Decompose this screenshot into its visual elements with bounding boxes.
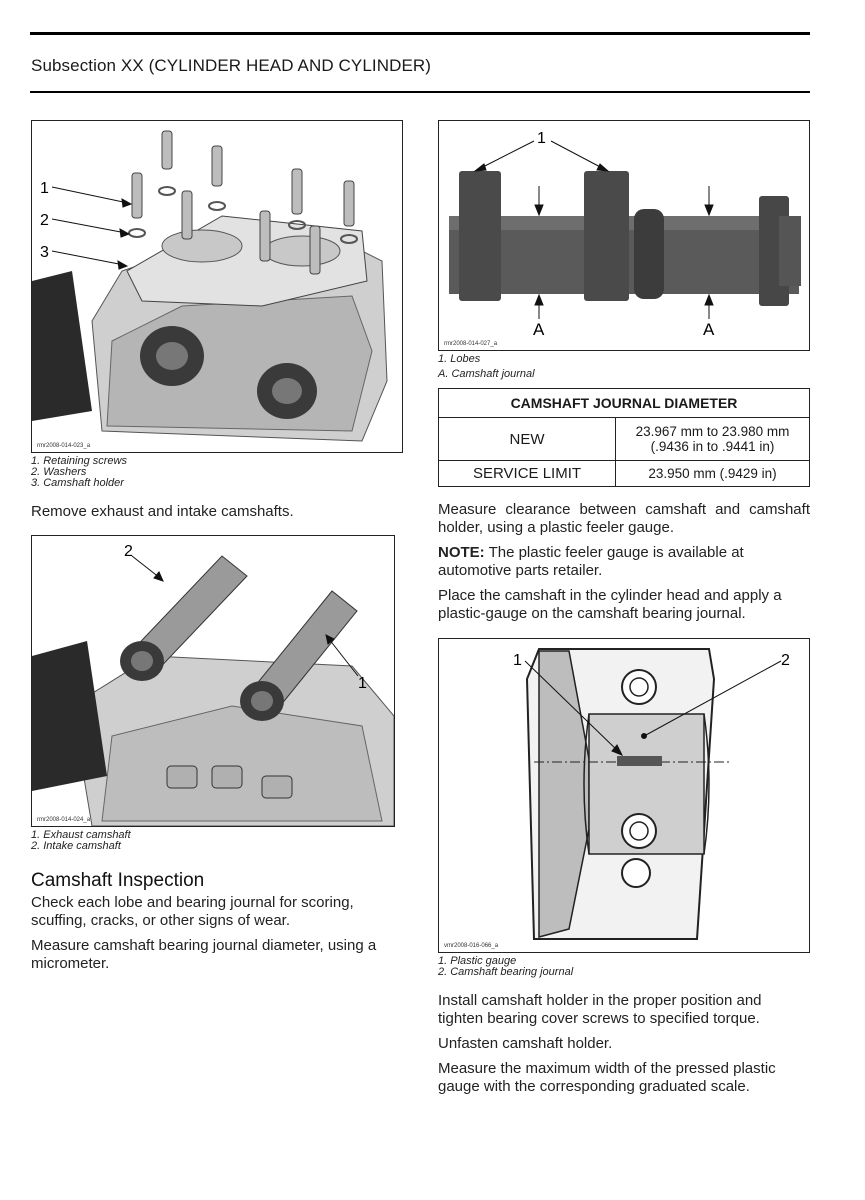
callout-2: 2: [781, 652, 790, 669]
right-column: [438, 120, 810, 1096]
paragraph-remove-camshafts: Remove exhaust and intake camshafts.: [31, 503, 294, 520]
table-title: CAMSHAFT JOURNAL DIAMETER: [439, 389, 810, 418]
table-row: [439, 418, 810, 461]
row-label: NEW: [439, 418, 616, 461]
caption-line: 3. Camshaft holder: [31, 477, 124, 489]
header-top-rule: [30, 32, 810, 35]
plastic-gauge-illustration: [439, 639, 809, 952]
paragraph-unfasten-holder: Unfasten camshaft holder.: [438, 1035, 613, 1052]
camshaft-journal-diameter-table: [438, 388, 810, 487]
paragraph-install-holder: Install camshaft holder in the proper position and tighten bearing cover screws to specified torque.: [438, 992, 762, 1027]
figure-camshaft-lobes: [438, 120, 810, 351]
paragraph-place-camshaft: Place the camshaft in the cylinder head and apply a plastic-gauge on the camshaft bearing journal.: [438, 587, 782, 622]
page-header-title: Subsection XX (CYLINDER HEAD AND CYLINDER): [31, 56, 432, 75]
figure-code: rmr2008-014-027_a: [444, 341, 498, 347]
row-value: 23.950 mm (.9429 in): [616, 461, 810, 487]
callout-2: 2: [124, 543, 133, 560]
callout-1: 1: [40, 180, 49, 197]
callout-a-left: A: [533, 320, 545, 339]
caption-line: 1. Retaining screws: [31, 455, 127, 467]
paragraph-note: [438, 544, 810, 580]
header-bottom-rule: [30, 91, 810, 93]
camshaft-holder-illustration: [32, 121, 402, 452]
row-label: SERVICE LIMIT: [439, 461, 616, 487]
figure-code: rmr2008-014-024_a: [37, 817, 91, 823]
value-line: 23.967 mm to 23.980 mm: [635, 424, 790, 439]
figure2-caption: [31, 830, 403, 852]
figure3-caption: [438, 354, 810, 380]
paragraph-measure-clearance: Measure clearance between camshaft and camshaft holder, using a plastic feeler gauge.: [438, 501, 810, 536]
left-column: [31, 120, 403, 973]
figure-camshafts: [31, 535, 395, 827]
callout-a-right: A: [703, 320, 715, 339]
callout-1: 1: [358, 675, 367, 692]
caption-line: 1. Plastic gauge: [438, 955, 517, 967]
camshafts-illustration: [32, 536, 394, 826]
figure4-caption: [438, 956, 810, 978]
table-row: [439, 461, 810, 487]
paragraph-measure-diameter: Measure camshaft bearing journal diameter, using a micrometer.: [31, 937, 377, 972]
figure1-caption: [31, 456, 403, 489]
paragraph-check-lobes: Check each lobe and bearing journal for scoring, scuffing, cracks, or other signs of wear.: [31, 894, 354, 929]
note-label: NOTE:: [438, 544, 485, 561]
paragraph-measure-width: Measure the maximum width of the pressed plastic gauge with the corresponding graduated scale.: [438, 1060, 776, 1095]
caption-line: 2. Washers: [31, 466, 87, 478]
camshaft-lobes-illustration: [439, 121, 809, 350]
value-line: (.9436 in to .9441 in): [650, 439, 775, 454]
callout-1: 1: [537, 130, 546, 147]
figure-camshaft-holder: [31, 120, 403, 453]
figure-plastic-gauge: [438, 638, 810, 953]
caption-line: 1. Exhaust camshaft: [31, 829, 131, 841]
caption-line: 2. Intake camshaft: [31, 840, 121, 852]
caption-line: A. Camshaft journal: [438, 368, 535, 380]
section-heading-camshaft-inspection: Camshaft Inspection: [31, 870, 205, 891]
caption-line: 2. Camshaft bearing journal: [438, 966, 574, 978]
callout-3: 3: [40, 244, 49, 261]
row-value: [616, 418, 810, 461]
callout-2: 2: [40, 212, 49, 229]
caption-line: 1. Lobes: [438, 353, 481, 365]
note-text: The plastic feeler gauge is available at automotive parts retailer.: [438, 544, 744, 579]
figure-code: rmr2008-014-023_a: [37, 443, 91, 449]
figure-code: vmr2008-016-066_a: [444, 943, 499, 949]
callout-1: 1: [513, 652, 522, 669]
